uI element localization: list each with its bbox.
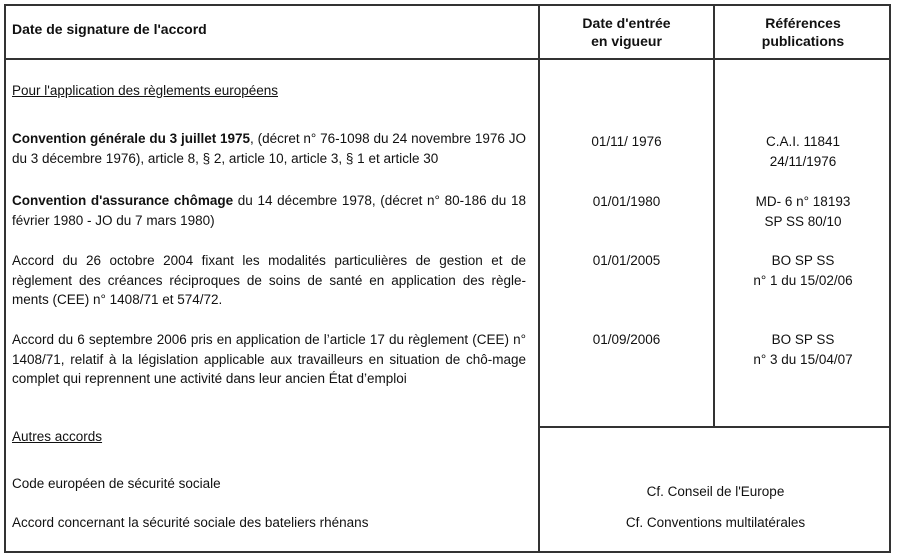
eu-row-2-text: du 14 décembre 1978, (décret n° 80-186 du 18 février 1980 - JO du 7 mars 1980) [12,193,526,228]
eu-row-1-ref-line2: 24/11/1976 [769,153,837,169]
section-other-title: Autres accords [12,429,103,444]
eu-row-4-ref [715,330,891,369]
header-col3 [715,14,891,50]
eu-row-3-text: Accord du 26 octobre 2004 fixant les modalités particulières de gestion et de règlement des créances réciproques de soins de santé en application des règle-ments (CEE) n° 1408/71 et 574/72. [12,253,526,307]
eu-row-1-ref [715,132,891,171]
eu-row-1-date: 01/11/ 1976 [591,134,662,149]
header-col3-line1: Références [765,15,841,31]
header-col2-line1: Date d'entrée [582,15,671,31]
col1-right-rule [538,4,540,553]
eu-row-4-text: Accord du 6 septembre 2006 pris en application de l’article 17 du règlement (CEE) n° 1408/71, relatif à la législation applicable aux travailleurs en situation de chô-mage complet qui reprennent une activité dans leur ancien État d’emploi [12,332,526,386]
header-col3-line2: publications [761,33,845,49]
eu-row-3-ref-line2: n° 1 du 15/02/06 [753,272,853,288]
other-row-1-label: Code européen de sécurité sociale [12,476,221,491]
eu-row-4-label [12,330,526,389]
eu-row-3-ref-line1: BO SP SS [771,253,835,268]
other-row-2-ref: Cf. Conventions multilatérales [625,515,806,530]
eu-row-2-date: 01/01/1980 [592,194,661,209]
eu-row-2-label [12,191,526,230]
eu-row-4-ref-line1: BO SP SS [771,332,835,347]
eu-row-1-ref-line1: C.A.I. 11841 [765,134,841,149]
section-divider-rule [538,426,891,428]
eu-row-3-date: 01/01/2005 [592,253,661,268]
header-bottom-rule [4,58,891,60]
eu-row-1-text: , (décret n° 76-1098 du 24 novembre 1976 JO du 3 décembre 1976), article 8, § 2, article 10, article 3, § 1 et article 30 [12,131,526,166]
eu-row-4-ref-line2: n° 3 du 15/04/07 [753,351,853,367]
eu-row-2-ref [715,192,891,231]
eu-row-2-ref-line1: MD- 6 n° 18193 [755,194,851,209]
eu-row-1-label [12,129,526,168]
eu-row-3-label [12,251,526,310]
header-col1 [12,20,207,38]
header-col2-line2: en vigueur [591,33,662,49]
eu-row-2-ref-line2: SP SS 80/10 [764,213,842,229]
eu-row-3-ref [715,251,891,290]
section-eu-title: Pour l'application des règlements européens [12,83,278,98]
eu-row-2-bold: Convention d'assurance chômage [12,193,234,208]
header-col2 [540,14,713,50]
header-col1-label: Date de signature de l'accord [12,21,207,37]
eu-row-4-date: 01/09/2006 [592,332,661,347]
other-row-2-label: Accord concernant la sécurité sociale des bateliers rhénans [12,515,369,530]
other-row-1-ref: Cf. Conseil de l'Europe [646,484,785,499]
eu-row-1-bold: Convention générale du 3 juillet 1975 [12,131,251,146]
